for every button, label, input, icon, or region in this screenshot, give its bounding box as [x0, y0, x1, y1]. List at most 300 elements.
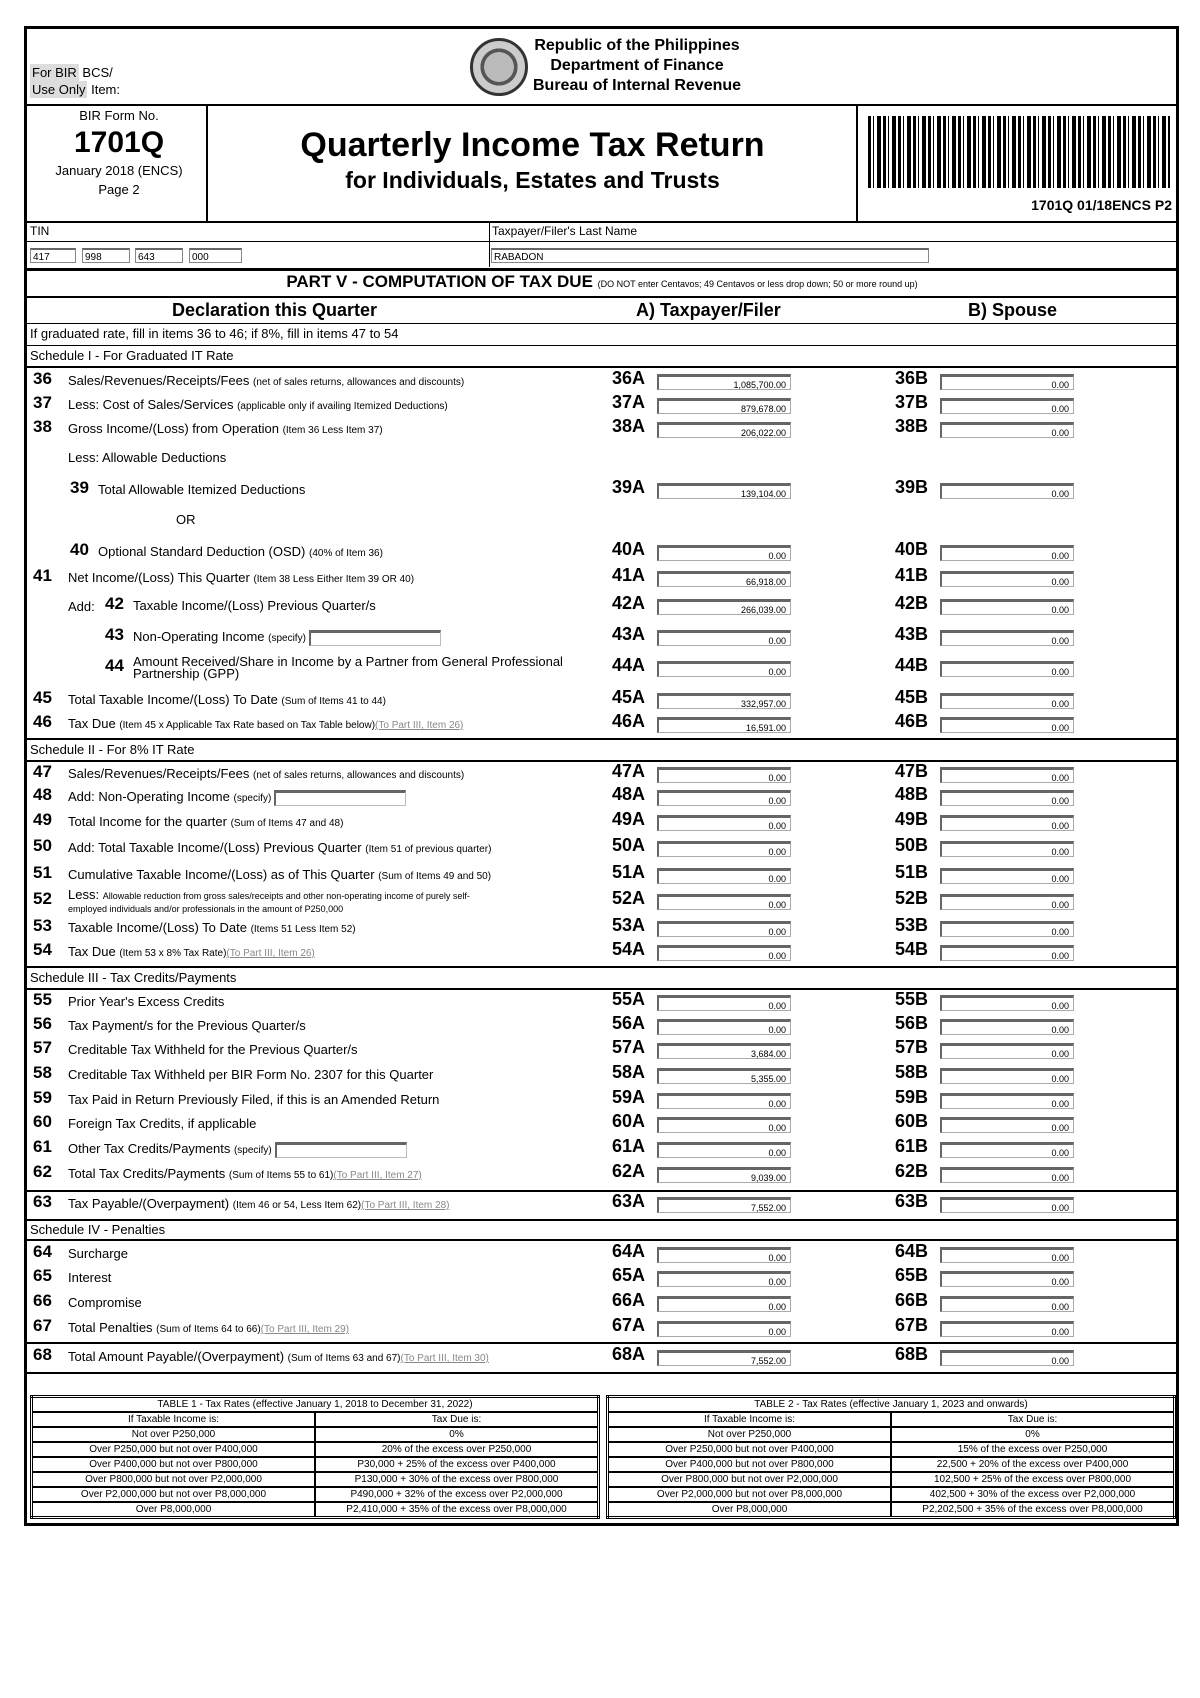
item-label: [68, 1067, 433, 1082]
taxpayer-amount-field[interactable]: 879,678.00: [657, 398, 791, 414]
item-note: (Item 36 Less Item 37): [282, 425, 383, 436]
spouse-amount-field[interactable]: 0.00: [940, 1068, 1074, 1084]
part-iii-link[interactable]: (To Part III, Item 26): [375, 720, 464, 731]
item-code-a: 67A: [612, 1315, 646, 1335]
item-number: 40: [70, 540, 89, 559]
taxpayer-amount-field[interactable]: 0.00: [657, 1117, 791, 1133]
item-label: [68, 1116, 256, 1131]
table-cell: 102,500 + 25% of the excess over P800,000: [891, 1472, 1175, 1487]
taxpayer-amount-field[interactable]: 0.00: [657, 630, 791, 646]
item-code-b: 37B: [895, 392, 929, 412]
or-label: OR: [176, 512, 196, 527]
tax-rate-table-1: [30, 1395, 600, 1519]
item-code-a: 50A: [612, 835, 646, 855]
item-code-a: 37A: [612, 392, 646, 412]
table-cell: 0%: [315, 1427, 599, 1442]
item-number: 55: [33, 990, 52, 1009]
table-cell: Over P2,000,000 but not over P8,000,000: [608, 1487, 892, 1502]
part-note: (DO NOT enter Centavos; 49 Centavos or less drop down; 50 or more round up): [597, 279, 918, 289]
item-note: (Sum of Items 47 and 48): [230, 818, 344, 829]
item-number: 41: [33, 566, 52, 585]
taxpayer-amount-field[interactable]: 0.00: [657, 815, 791, 831]
item-label: [68, 1320, 349, 1335]
last-name-field[interactable]: RABADON: [491, 248, 929, 263]
bir-use-label-2: Use Only: [32, 82, 86, 97]
item-label-text: Less:: [68, 887, 103, 902]
agency-name: [533, 36, 741, 96]
item-label-text: Sales/Revenues/Receipts/Fees: [68, 373, 253, 388]
taxpayer-amount-field[interactable]: 1,085,700.00: [657, 374, 791, 390]
item-code-a: 56A: [612, 1013, 646, 1033]
item-number: 58: [33, 1063, 52, 1082]
item-note: (Sum of Items 41 to 44): [281, 696, 386, 707]
item-code-a: 61A: [612, 1136, 646, 1156]
item-code-a: 40A: [612, 539, 646, 559]
taxpayer-amount-field[interactable]: 206,022.00: [657, 422, 791, 438]
table-cell: Not over P250,000: [608, 1427, 892, 1442]
taxpayer-amount-field[interactable]: 332,957.00: [657, 693, 791, 709]
item-label-text: Tax Paid in Return Previously Filed, if this is an Amended Return: [68, 1092, 440, 1107]
spouse-amount-field[interactable]: 0.00: [940, 868, 1074, 884]
item-label: [68, 920, 356, 935]
item-code-b: 51B: [895, 862, 929, 882]
taxpayer-amount-field[interactable]: 0.00: [657, 1142, 791, 1158]
item-code-a: 47A: [612, 761, 646, 781]
item-code-b: 63B: [895, 1191, 929, 1211]
item-note: (specify): [233, 793, 272, 804]
item-number: 49: [33, 810, 52, 829]
divider: [27, 241, 1177, 242]
item-label-text: Prior Year's Excess Credits: [68, 994, 225, 1009]
item-label: [68, 570, 414, 585]
item-code-a: 58A: [612, 1062, 646, 1082]
specify-input[interactable]: [309, 630, 441, 646]
spouse-amount-field[interactable]: 0.00: [940, 374, 1074, 390]
item-code-b: 54B: [895, 939, 929, 959]
table-row: [608, 1457, 1175, 1472]
item-label-text: Add: Non-Operating Income: [68, 789, 234, 804]
divider: [27, 1190, 1177, 1192]
item-code-a: 41A: [612, 565, 646, 585]
item-label: [68, 789, 406, 806]
table-cell: Over P8,000,000: [608, 1502, 892, 1518]
item-label: [68, 1042, 358, 1057]
item-code-a: 39A: [612, 477, 646, 497]
subtitle: for Individuals, Estates and Trusts: [345, 167, 720, 193]
item-note: (Item 46 or 54, Less Item 62): [232, 1200, 362, 1211]
item-code-a: 53A: [612, 915, 646, 935]
item-code-a: 64A: [612, 1241, 646, 1261]
spouse-amount-field[interactable]: 0.00: [940, 1321, 1074, 1337]
taxpayer-amount-field[interactable]: 0.00: [657, 1271, 791, 1287]
item-label: [133, 629, 441, 646]
spouse-amount-field[interactable]: 0.00: [940, 1271, 1074, 1287]
specify-input[interactable]: [275, 1142, 407, 1158]
item-note: (40% of Item 36): [309, 548, 383, 559]
spouse-amount-field[interactable]: 0.00: [940, 545, 1074, 561]
title: Quarterly Income Tax Return: [300, 126, 765, 164]
spouse-amount-field[interactable]: 0.00: [940, 1247, 1074, 1263]
item-label-text: Add: Total Taxable Income/(Loss) Previous Quarter: [68, 840, 366, 855]
taxpayer-amount-field[interactable]: 139,104.00: [657, 483, 791, 499]
table-row: [32, 1442, 599, 1457]
spouse-amount-field[interactable]: 0.00: [940, 841, 1074, 857]
item-label-text: Foreign Tax Credits, if applicable: [68, 1116, 257, 1131]
item-number: 50: [33, 836, 52, 855]
agency-line: Republic of the Philippines: [534, 37, 740, 54]
tin-field-1[interactable]: 417: [30, 248, 76, 263]
spouse-amount-field[interactable]: 0.00: [940, 422, 1074, 438]
item-code-b: 43B: [895, 624, 929, 644]
divider: [27, 221, 1177, 223]
item-code-b: 50B: [895, 835, 929, 855]
item-code-b: 60B: [895, 1111, 929, 1131]
taxpayer-amount-field[interactable]: 66,918.00: [657, 571, 791, 587]
spouse-amount-field[interactable]: 0.00: [940, 630, 1074, 646]
item-label: [68, 1141, 407, 1158]
part-iii-link[interactable]: (To Part III, Item 29): [260, 1324, 350, 1335]
item-number: 43: [105, 625, 124, 644]
spouse-amount-field[interactable]: 0.00: [940, 693, 1074, 709]
table-cell: 0%: [891, 1427, 1175, 1442]
item-label: [68, 889, 508, 915]
divider: [27, 104, 1177, 106]
item-code-a: 57A: [612, 1037, 646, 1057]
item-code-a: 63A: [612, 1191, 646, 1211]
part-iii-link[interactable]: (To Part III, Item 28): [361, 1200, 450, 1211]
divider: [27, 323, 1177, 324]
item-note: (specify): [268, 633, 306, 644]
taxpayer-amount-field[interactable]: 0.00: [657, 1019, 791, 1035]
taxpayer-amount-field[interactable]: 0.00: [657, 945, 791, 961]
item-number: 61: [33, 1137, 52, 1156]
item-code-b: 55B: [895, 989, 929, 1009]
schedule-2-header: Schedule II - For 8% IT Rate: [30, 742, 195, 757]
item-number: 56: [33, 1014, 52, 1033]
taxpayer-amount-field[interactable]: 0.00: [657, 545, 791, 561]
spouse-amount-field[interactable]: 0.00: [940, 945, 1074, 961]
item-number: 53: [33, 916, 52, 935]
item-label: [68, 421, 383, 436]
bir-seal-icon: [470, 38, 528, 96]
item-code-b: 64B: [895, 1241, 929, 1261]
spouse-amount-field[interactable]: 0.00: [940, 790, 1074, 806]
item-number: 66: [33, 1291, 52, 1310]
taxpayer-amount-field[interactable]: 7,552.00: [657, 1350, 791, 1366]
divider: [27, 345, 1177, 346]
item-code-b: 57B: [895, 1037, 929, 1057]
item-label-text: Surcharge: [68, 1246, 128, 1261]
spouse-amount-field[interactable]: 0.00: [940, 1296, 1074, 1312]
item-label: [68, 1092, 439, 1107]
item-label: [68, 1018, 306, 1033]
item-label: [68, 692, 386, 707]
spouse-amount-field[interactable]: 0.00: [940, 1197, 1074, 1213]
item-label: [98, 544, 383, 559]
table-row: [608, 1487, 1175, 1502]
item-label: [68, 1295, 142, 1310]
spouse-column-header: B) Spouse: [968, 300, 1058, 320]
spouse-amount-field[interactable]: 0.00: [940, 483, 1074, 499]
item-label: [98, 482, 305, 497]
item-note: (Item 45 x Applicable Tax Rate based on Tax Table below): [119, 720, 376, 731]
spouse-amount-field[interactable]: 0.00: [940, 1142, 1074, 1158]
form-number: 1701Q: [73, 126, 165, 159]
agency-line: Department of Finance: [550, 57, 724, 74]
item-label: [133, 598, 376, 613]
item-number: 48: [33, 785, 52, 804]
agency-line: Bureau of Internal Revenue: [533, 77, 742, 94]
divider: [489, 222, 490, 267]
item-note: (Sum of Items 64 to 66): [156, 1324, 261, 1335]
divider: [27, 760, 1177, 762]
item-label: [68, 867, 491, 882]
table-cell: P2,410,000 + 35% of the excess over P8,000,000: [315, 1502, 599, 1518]
item-number: 37: [33, 393, 52, 412]
taxpayer-amount-field[interactable]: 0.00: [657, 1296, 791, 1312]
spouse-amount-field[interactable]: 0.00: [940, 815, 1074, 831]
form-version: January 2018 (ENCS): [55, 163, 183, 178]
item-code-a: 54A: [612, 939, 646, 959]
item-label: Item:: [91, 82, 120, 97]
item-note: (Item 51 of previous quarter): [365, 844, 492, 855]
declaration-header: Declaration this Quarter: [172, 300, 378, 320]
table-row: [608, 1502, 1175, 1518]
taxpayer-amount-field[interactable]: 0.00: [657, 921, 791, 937]
item-number: 36: [33, 369, 52, 388]
item-label: [68, 397, 448, 412]
item-number: 65: [33, 1266, 52, 1285]
item-code-b: 42B: [895, 593, 929, 613]
item-note: (Sum of Items 49 and 50): [378, 871, 492, 882]
item-code-b: 36B: [895, 368, 929, 388]
item-number: 63: [33, 1192, 52, 1211]
taxpayer-amount-field[interactable]: 0.00: [657, 894, 791, 910]
item-code-a: 62A: [612, 1161, 646, 1181]
item-label-text: Taxable Income/(Loss) To Date: [68, 920, 251, 935]
item-code-b: 46B: [895, 711, 929, 731]
spouse-amount-field[interactable]: 0.00: [940, 717, 1074, 733]
taxpayer-amount-field[interactable]: 0.00: [657, 790, 791, 806]
spouse-amount-field[interactable]: 0.00: [940, 921, 1074, 937]
taxpayer-amount-field[interactable]: 0.00: [657, 995, 791, 1011]
item-code-b: 39B: [895, 477, 929, 497]
divider: [27, 1239, 1177, 1241]
table-cell: P130,000 + 30% of the excess over P800,000: [315, 1472, 599, 1487]
part-iii-link[interactable]: (To Part III, Item 27): [333, 1170, 422, 1181]
item-note: Allowable reduction from gross sales/receipts and other non-operating income of purely self-employed individuals and/or professionals in the amount of P250,000: [68, 891, 470, 914]
spouse-amount-field[interactable]: 0.00: [940, 571, 1074, 587]
tin-field-3[interactable]: 643: [135, 248, 183, 263]
item-number: 44: [105, 656, 124, 675]
item-code-a: 59A: [612, 1087, 646, 1107]
item-number: 45: [33, 688, 52, 707]
item-label: [68, 944, 315, 959]
item-number: 59: [33, 1088, 52, 1107]
table-row: [608, 1442, 1175, 1457]
taxpayer-amount-field[interactable]: 9,039.00: [657, 1167, 791, 1183]
item-code-a: 68A: [612, 1344, 646, 1364]
item-label: [133, 656, 613, 680]
table-cell: Over P800,000 but not over P2,000,000: [32, 1472, 316, 1487]
bcs-label: BCS/: [82, 65, 113, 80]
specify-input[interactable]: [274, 790, 406, 806]
item-code-a: 49A: [612, 809, 646, 829]
divider: [206, 105, 208, 221]
item-code-b: 40B: [895, 539, 929, 559]
taxpayer-amount-field[interactable]: 0.00: [657, 1093, 791, 1109]
item-code-a: 52A: [612, 888, 646, 908]
item-number: 60: [33, 1112, 52, 1131]
item-label-text: Amount Received/Share in Income by a Partner from General Professional Partnership (GPP): [133, 654, 563, 681]
taxpayer-amount-field[interactable]: 0.00: [657, 767, 791, 783]
table-row: [608, 1472, 1175, 1487]
item-code-a: 60A: [612, 1111, 646, 1131]
tin-label: TIN: [30, 224, 50, 238]
form-title: [210, 126, 855, 194]
taxpayer-amount-field[interactable]: 16,591.00: [657, 717, 791, 733]
divider: [27, 1219, 1177, 1221]
item-label-text: Total Taxable Income/(Loss) To Date: [68, 692, 282, 707]
taxpayer-amount-field[interactable]: 0.00: [657, 1321, 791, 1337]
item-label-text: Tax Payable/(Overpayment): [68, 1196, 233, 1211]
spouse-amount-field[interactable]: 0.00: [940, 767, 1074, 783]
table-cell: 22,500 + 20% of the excess over P400,000: [891, 1457, 1175, 1472]
barcode-code: 1701Q 01/18ENCS P2: [1031, 197, 1172, 213]
item-code-a: 46A: [612, 711, 646, 731]
divider: [856, 105, 858, 221]
item-note: (net of sales returns, allowances and discounts): [252, 377, 465, 388]
spouse-amount-field[interactable]: 0.00: [940, 1019, 1074, 1035]
item-label-text: Total Income for the quarter: [68, 814, 231, 829]
item-code-b: 49B: [895, 809, 929, 829]
taxpayer-amount-field[interactable]: 0.00: [657, 1247, 791, 1263]
spouse-amount-field[interactable]: 0.00: [940, 1093, 1074, 1109]
spouse-amount-field[interactable]: 0.00: [940, 1043, 1074, 1059]
item-label-text: Taxable Income/(Loss) Previous Quarter/s: [133, 598, 376, 613]
item-label-text: Compromise: [68, 1295, 142, 1310]
item-code-b: 68B: [895, 1344, 929, 1364]
item-label-text: Cumulative Taxable Income/(Loss) as of This Quarter: [68, 867, 379, 882]
spouse-amount-field[interactable]: 0.00: [940, 1117, 1074, 1133]
taxpayer-amount-field[interactable]: 266,039.00: [657, 599, 791, 615]
item-label-text: Less: Cost of Sales/Services: [68, 397, 238, 412]
item-code-a: 43A: [612, 624, 646, 644]
table-cell: Over P400,000 but not over P800,000: [32, 1457, 316, 1472]
spouse-amount-field[interactable]: 0.00: [940, 1350, 1074, 1366]
bir-use-label: For BIR: [32, 65, 77, 80]
item-note: (Sum of Items 63 and 67): [287, 1353, 401, 1364]
part-iii-link[interactable]: (To Part III, Item 30): [400, 1353, 489, 1364]
item-number: 51: [33, 863, 52, 882]
taxpayer-amount-field[interactable]: 5,355.00: [657, 1068, 791, 1084]
spouse-amount-field[interactable]: 0.00: [940, 1167, 1074, 1183]
item-code-b: 53B: [895, 915, 929, 935]
item-number: 57: [33, 1038, 52, 1057]
item-code-a: 65A: [612, 1265, 646, 1285]
taxpayer-amount-field[interactable]: 7,552.00: [657, 1197, 791, 1213]
table-cell: P2,202,500 + 35% of the excess over P8,000,000: [891, 1502, 1175, 1518]
item-label-text: Tax Due: [68, 944, 120, 959]
taxpayer-amount-field[interactable]: 0.00: [657, 868, 791, 884]
item-code-b: 61B: [895, 1136, 929, 1156]
table-cell: 402,500 + 30% of the excess over P2,000,000: [891, 1487, 1175, 1502]
item-code-a: 48A: [612, 784, 646, 804]
taxpayer-amount-field[interactable]: 3,684.00: [657, 1043, 791, 1059]
table-cell: Over P250,000 but not over P400,000: [608, 1442, 892, 1457]
item-number: 52: [33, 889, 52, 908]
item-note: (Item 38 Less Either Item 39 OR 40): [253, 574, 415, 585]
item-number: 67: [33, 1316, 52, 1335]
item-number: 47: [33, 762, 52, 781]
item-label-text: Creditable Tax Withheld for the Previous Quarter/s: [68, 1042, 358, 1057]
tin-field-4[interactable]: 000: [189, 248, 242, 263]
table-row: [32, 1427, 599, 1442]
item-code-b: 41B: [895, 565, 929, 585]
divider: [27, 268, 1177, 271]
item-code-b: 44B: [895, 655, 929, 675]
taxpayer-amount-field[interactable]: 0.00: [657, 661, 791, 677]
table-cell: P490,000 + 32% of the excess over P2,000,000: [315, 1487, 599, 1502]
divider: [27, 1342, 1177, 1344]
spouse-amount-field[interactable]: 0.00: [940, 599, 1074, 615]
part-v-header: [27, 272, 1177, 292]
item-note: (net of sales returns, allowances and discounts): [252, 770, 465, 781]
schedule-4-header: Schedule IV - Penalties: [30, 1222, 166, 1237]
table-header: Tax Due is:: [891, 1412, 1175, 1427]
item-code-b: 62B: [895, 1161, 929, 1181]
item-label: [68, 716, 463, 731]
item-code-a: 55A: [612, 989, 646, 1009]
item-code-b: 65B: [895, 1265, 929, 1285]
table-cell: Over P250,000 but not over P400,000: [32, 1442, 316, 1457]
item-number: 39: [70, 478, 89, 497]
form-no-label: BIR Form No.: [79, 108, 159, 123]
table-row: [608, 1427, 1175, 1442]
item-number: 54: [33, 940, 52, 959]
table-cell: 20% of the excess over P250,000: [315, 1442, 599, 1457]
divider: [27, 366, 1177, 368]
schedule-1-header: Schedule I - For Graduated IT Rate: [30, 348, 234, 363]
item-code-a: 66A: [612, 1290, 646, 1310]
spouse-amount-field[interactable]: 0.00: [940, 894, 1074, 910]
item-label: [68, 994, 224, 1009]
item-number: 64: [33, 1242, 52, 1261]
schedule-3-header: Schedule III - Tax Credits/Payments: [30, 970, 237, 985]
item-label-text: Non-Operating Income: [133, 629, 269, 644]
item-label: [68, 373, 464, 388]
table-header: If Taxable Income is:: [608, 1412, 892, 1427]
item-number: 38: [33, 417, 52, 436]
barcode: [868, 116, 1170, 188]
item-label: [68, 1166, 422, 1181]
tin-field-2[interactable]: 998: [82, 248, 130, 263]
item-number: 68: [33, 1345, 52, 1364]
item-label-text: Creditable Tax Withheld per BIR Form No. 2307 for this Quarter: [68, 1067, 434, 1082]
add-label: Add:: [68, 599, 95, 614]
item-label-text: Gross Income/(Loss) from Operation: [68, 421, 283, 436]
less-deductions-label: Less: Allowable Deductions: [68, 450, 227, 465]
taxpayer-amount-field[interactable]: 0.00: [657, 841, 791, 857]
part-iii-link[interactable]: (To Part III, Item 26): [226, 948, 315, 959]
item-code-b: 45B: [895, 687, 929, 707]
item-label-text: Total Allowable Itemized Deductions: [98, 482, 306, 497]
table-row: [32, 1472, 599, 1487]
spouse-amount-field[interactable]: 0.00: [940, 398, 1074, 414]
spouse-amount-field[interactable]: 0.00: [940, 661, 1074, 677]
spouse-amount-field[interactable]: 0.00: [940, 995, 1074, 1011]
item-number: 42: [105, 594, 124, 613]
